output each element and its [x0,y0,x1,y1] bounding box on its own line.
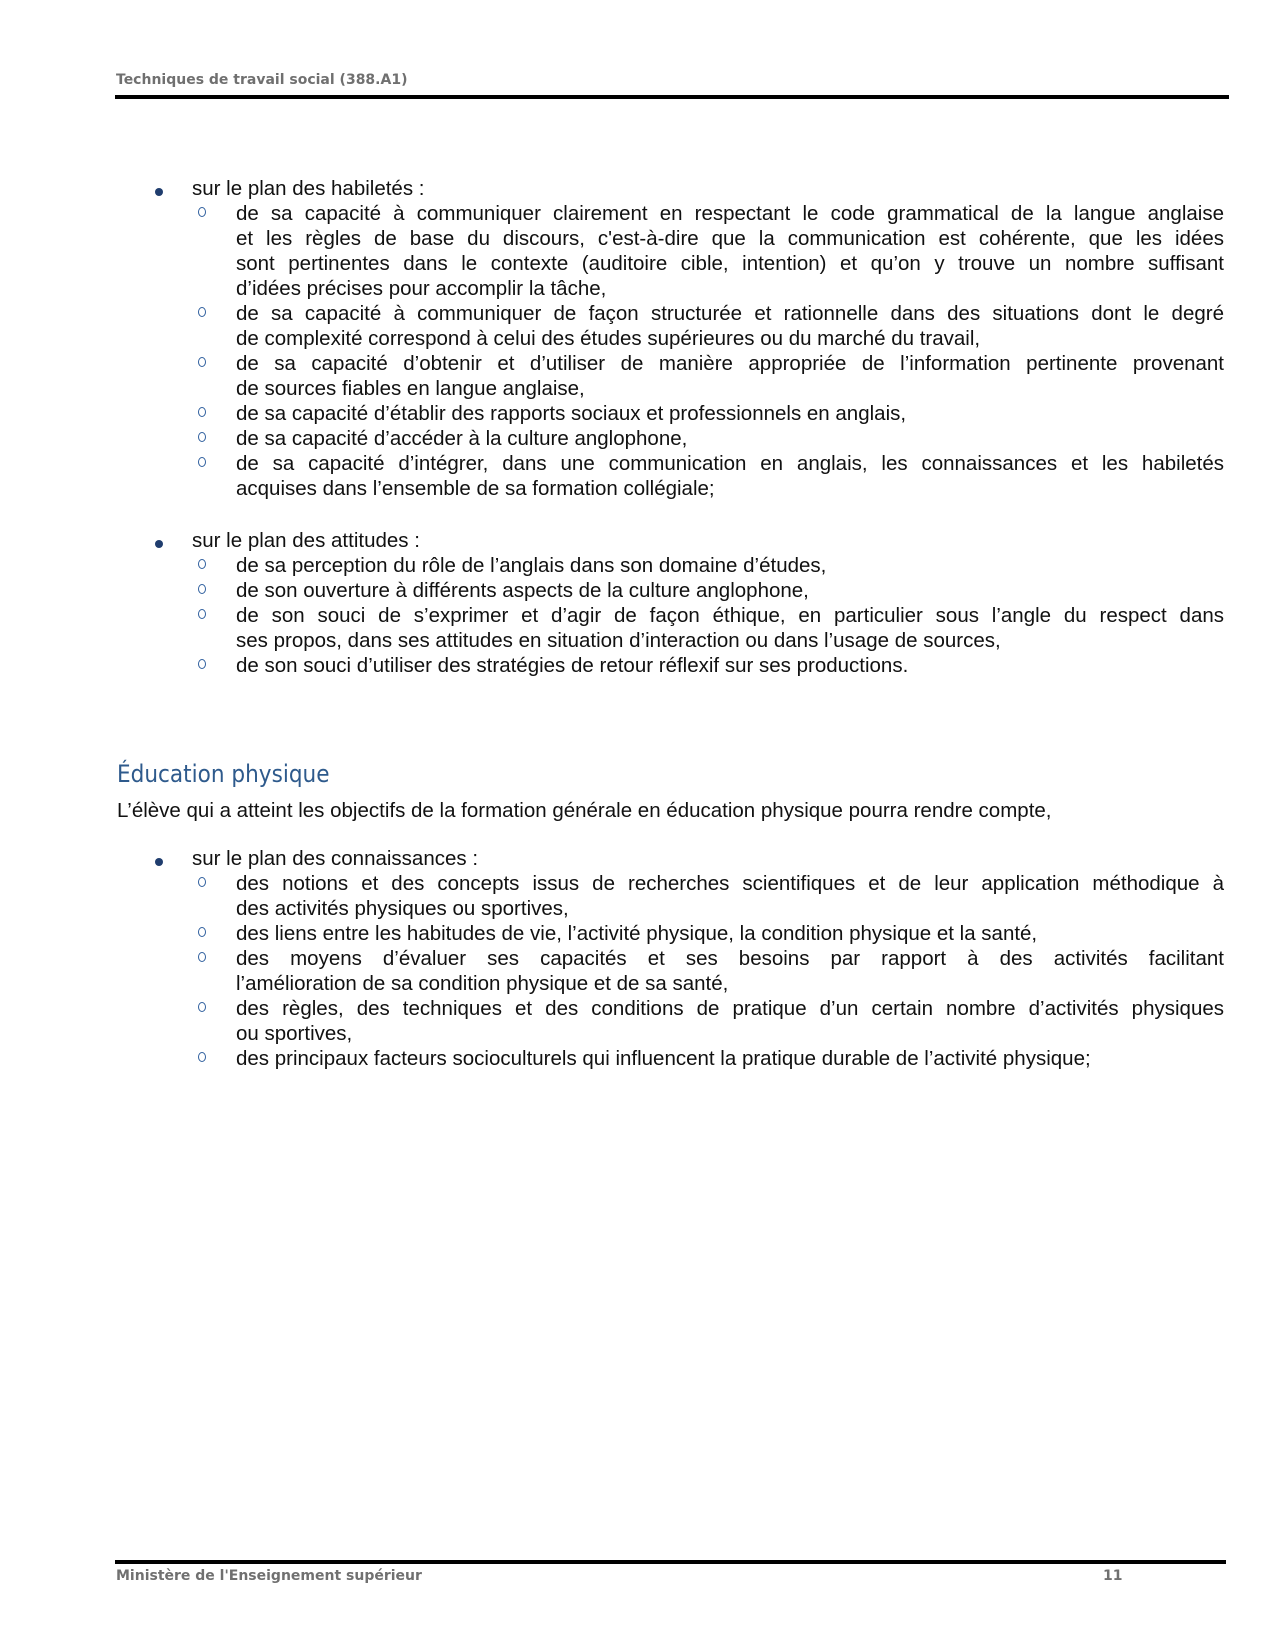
list-item-line: des principaux facteurs socioculturels qui influencent la pratique durable de l’activité physique; [236,1047,1091,1070]
footer-publisher: Ministère de l'Enseignement supérieur [116,1568,422,1584]
list-heading-habiletes: sur le plan des habiletés : [192,177,425,200]
list-item-line: acquises dans l’ensemble de sa formation collégiale; [236,477,715,500]
circle-bullet-icon [198,307,206,317]
bullet-icon [155,540,163,548]
bullet-icon [155,858,163,866]
list-item-line: des liens entre les habitudes de vie, l’activité physique, la condition physique et la santé, [236,922,1038,945]
list-item-line: ses propos, dans ses attitudes en situation d’interaction ou dans l’usage de sources, [236,629,1001,652]
list-item-line: de sa capacité d’intégrer, dans une communication en anglais, les connaissances et les habiletés [236,452,1224,475]
list-item-line: des règles, des techniques et des conditions de pratique d’un certain nombre d’activités physiques [236,997,1224,1020]
list-item-line: et les règles de base du discours, c'est-à-dire que la communication est cohérente, que les idées [236,227,1224,250]
section-heading: Éducation physique [117,760,330,788]
list-heading-attitudes: sur le plan des attitudes : [192,529,420,552]
list-heading-connaissances: sur le plan des connaissances : [192,847,479,870]
circle-bullet-icon [198,952,206,962]
circle-bullet-icon [198,584,206,594]
list-item-line: ou sportives, [236,1022,353,1045]
page-number: 11 [1103,1568,1123,1584]
list-item-line: d’idées précises pour accomplir la tâche, [236,277,607,300]
list-item-line: de sa capacité d’établir des rapports sociaux et professionnels en anglais, [236,402,907,425]
circle-bullet-icon [198,609,206,619]
footer-rule [115,1560,1226,1564]
list-item-line: de sources fiables en langue anglaise, [236,377,585,400]
circle-bullet-icon [198,432,206,442]
header-rule [115,95,1229,99]
list-item-line: de son souci d’utiliser des stratégies de retour réflexif sur ses productions. [236,654,909,677]
circle-bullet-icon [198,927,206,937]
circle-bullet-icon [198,457,206,467]
circle-bullet-icon [198,559,206,569]
section-intro: L’élève qui a atteint les objectifs de la formation générale en éducation physique pourra rendre compte, [117,799,1052,822]
list-item-line: de sa capacité à communiquer clairement en respectant le code grammatical de la langue anglaise [236,202,1224,225]
list-item-line: des notions et des concepts issus de recherches scientifiques et de leur application méthodique à [236,872,1224,895]
circle-bullet-icon [198,1002,206,1012]
list-item-line: de sa capacité d’obtenir et d’utiliser de manière appropriée de l’information pertinente provenant [236,352,1224,375]
list-item-line: l’amélioration de sa condition physique et de sa santé, [236,972,729,995]
list-item-line: de son ouverture à différents aspects de la culture anglophone, [236,579,809,602]
circle-bullet-icon [198,357,206,367]
list-item-line: de complexité correspond à celui des études supérieures ou du marché du travail, [236,327,981,350]
list-item-line: des activités physiques ou sportives, [236,897,569,920]
circle-bullet-icon [198,1052,206,1062]
circle-bullet-icon [198,207,206,217]
list-item-line: de son souci de s’exprimer et d’agir de façon éthique, en particulier sous l’angle du respect dans [236,604,1224,627]
list-item-line: de sa capacité à communiquer de façon structurée et rationnelle dans des situations dont le degré [236,302,1224,325]
bullet-icon [155,188,163,196]
circle-bullet-icon [198,659,206,669]
circle-bullet-icon [198,407,206,417]
list-item-line: des moyens d’évaluer ses capacités et ses besoins par rapport à des activités facilitant [236,947,1224,970]
running-header-title: Techniques de travail social (388.A1) [116,72,408,88]
list-item-line: de sa capacité d’accéder à la culture anglophone, [236,427,688,450]
list-item-line: sont pertinentes dans le contexte (auditoire cible, intention) et qu’on y trouve un nombre suffisant [236,252,1224,275]
list-item-line: de sa perception du rôle de l’anglais dans son domaine d’études, [236,554,827,577]
circle-bullet-icon [198,877,206,887]
